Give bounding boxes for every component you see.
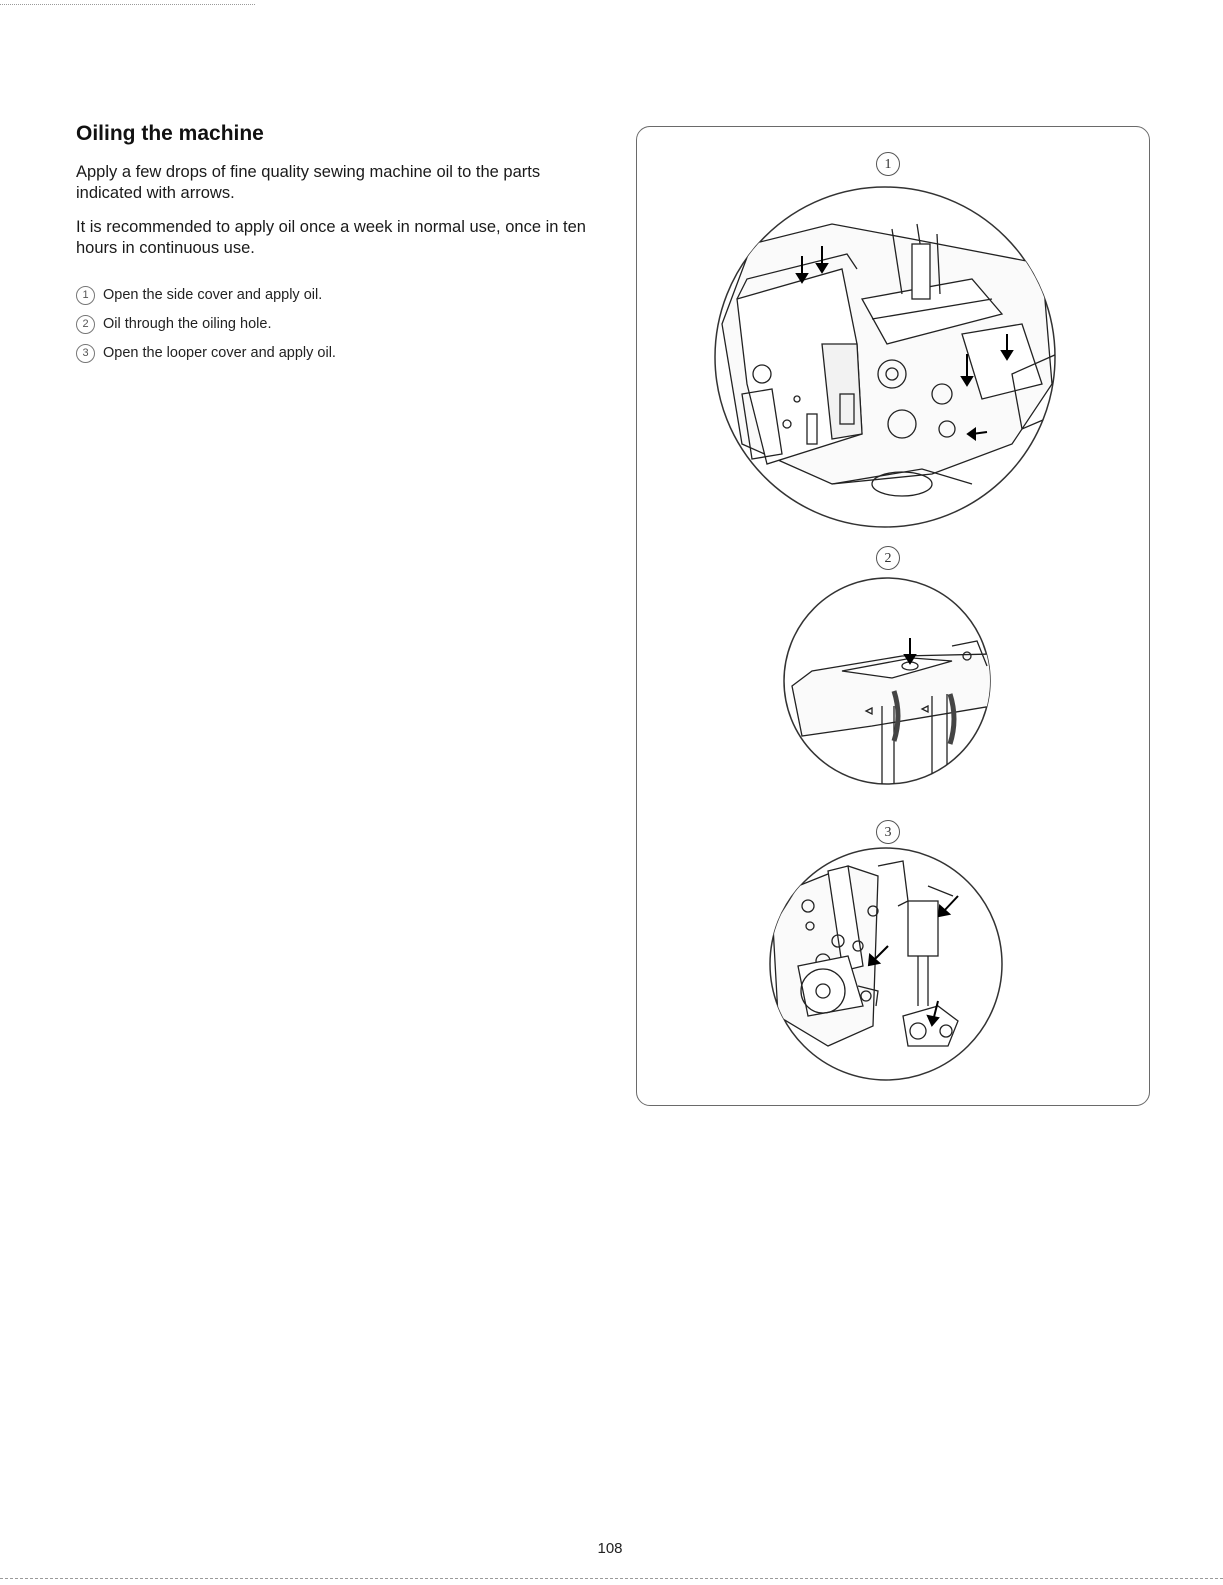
figure-label-3: 3 [876,820,900,844]
figure-label-2: 2 [876,546,900,570]
figure-label-1: 1 [876,152,900,176]
looper-cover-illustration [768,846,1004,1082]
bottom-rule [0,1578,1223,1579]
step-item [76,310,336,339]
step-item [76,281,336,310]
step-text: Open the side cover and apply oil. [103,287,323,303]
top-rule [0,4,255,5]
step-item [76,339,336,368]
step-text: Oil through the oiling hole. [103,316,272,332]
side-cover-illustration [712,184,1058,530]
section-title: Oiling the machine [76,122,264,145]
step-list [76,281,336,368]
step-number: 1 [76,286,95,305]
frequency-paragraph: It is recommended to apply oil once a week in normal use, once in ten hours in continuous use. [76,218,586,257]
step-text: Open the looper cover and apply oil. [103,345,336,361]
intro-paragraph: Apply a few drops of fine quality sewing machine oil to the parts indicated with arrows. [76,163,541,202]
step-number: 3 [76,344,95,363]
page-number: 108 [597,1540,623,1557]
oiling-hole-illustration [782,576,992,786]
step-number: 2 [76,315,95,334]
